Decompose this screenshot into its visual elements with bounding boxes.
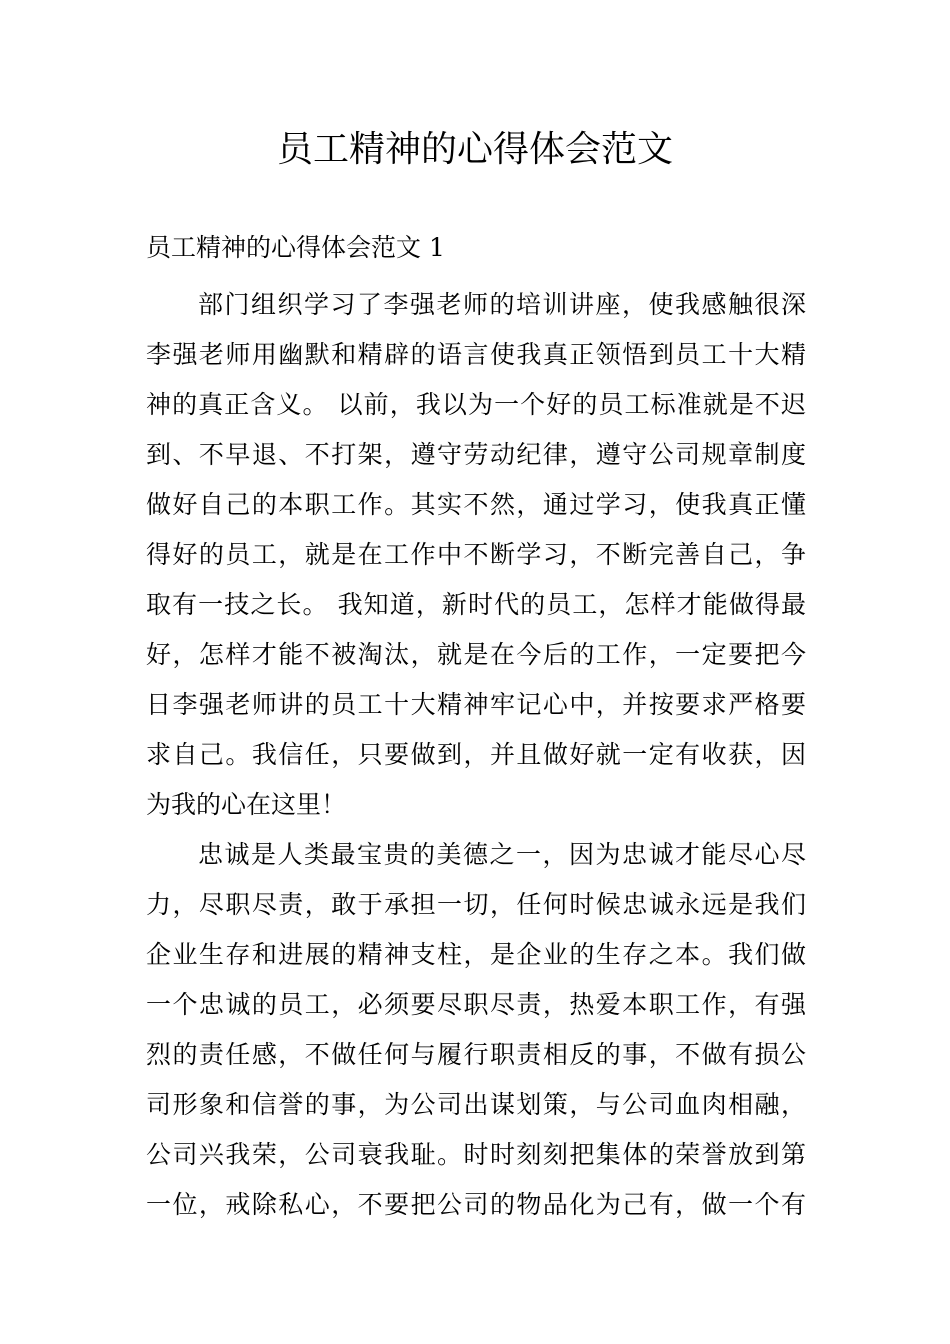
paragraph-line: 取有一技之长。 我知道，新时代的员工，怎样才能做得最 <box>146 590 806 619</box>
paragraph-2 <box>146 830 806 1230</box>
paragraph-line: 一个忠诚的员工，必须要尽职尽责，热爱本职工作，有强 <box>146 990 806 1019</box>
document-body <box>146 280 806 1230</box>
paragraph-line: 为我的心在这里！ <box>146 790 347 819</box>
paragraph-line: 一位，戒除私心，不要把公司的物品化为己有，做一个有 <box>146 1190 806 1219</box>
paragraph-line: 好，怎样才能不被淘汰，就是在今后的工作，一定要把今 <box>146 640 806 669</box>
paragraph-line: 部门组织学习了李强老师的培训讲座，使我感触很深 <box>198 290 806 319</box>
paragraph-line: 李强老师用幽默和精辟的语言使我真正领悟到员工十大精 <box>146 340 806 369</box>
paragraph-line: 求自己。我信任，只要做到，并且做好就一定有收获，因 <box>146 740 806 769</box>
section-heading: 员工精神的心得体会范文 1 <box>146 233 445 262</box>
paragraph-line: 烈的责任感，不做任何与履行职责相反的事，不做有损公 <box>146 1040 806 1069</box>
paragraph-line: 日李强老师讲的员工十大精神牢记心中，并按要求严格要 <box>146 690 806 719</box>
paragraph-line: 得好的员工，就是在工作中不断学习，不断完善自己，争 <box>146 540 806 569</box>
paragraph-line: 忠诚是人类最宝贵的美德之一，因为忠诚才能尽心尽 <box>198 840 806 869</box>
paragraph-line: 企业生存和进展的精神支柱，是企业的生存之本。我们做 <box>146 940 806 969</box>
paragraph-line: 神的真正含义。 以前，我以为一个好的员工标准就是不迟 <box>146 390 806 419</box>
paragraph-1 <box>146 280 806 830</box>
document-title: 员工精神的心得体会范文 <box>276 129 673 170</box>
paragraph-line: 力，尽职尽责，敢于承担一切，任何时候忠诚永远是我们 <box>146 890 806 919</box>
paragraph-line: 到、不早退、不打架，遵守劳动纪律，遵守公司规章制度 <box>146 440 806 469</box>
paragraph-line: 司形象和信誉的事，为公司出谋划策，与公司血肉相融， <box>146 1090 806 1119</box>
paragraph-line: 做好自己的本职工作。其实不然，通过学习，使我真正懂 <box>146 490 806 519</box>
paragraph-line: 公司兴我荣，公司衰我耻。时时刻刻把集体的荣誉放到第 <box>146 1140 806 1169</box>
